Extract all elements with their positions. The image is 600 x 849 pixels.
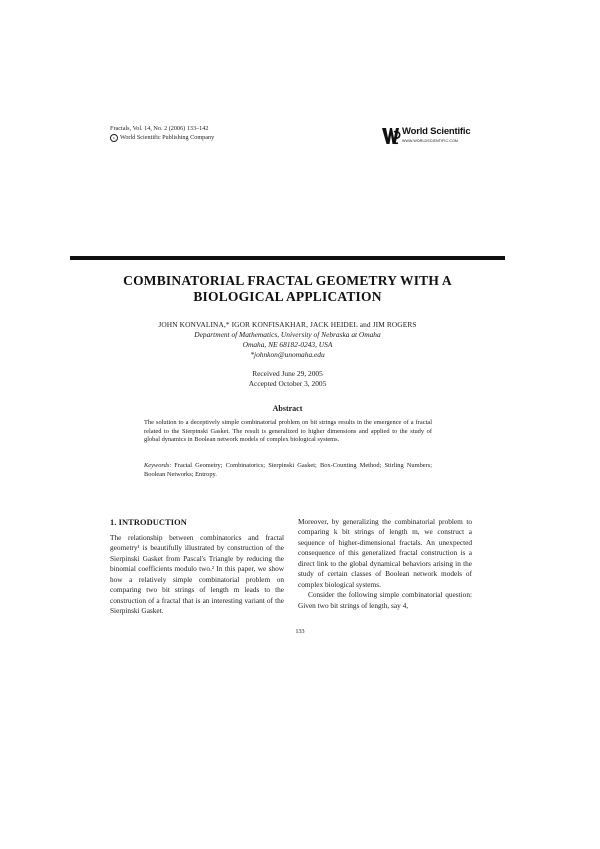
journal-citation: Fractals, Vol. 14, No. 2 (2006) 133–142 <box>110 125 209 132</box>
keywords: Keywords: Fractal Geometry; Combinatorics; Sierpinski Gasket; Box-Counting Method; Stirling Numbers; Boolean Networks; Entropy. <box>144 462 432 478</box>
department: Department of Mathematics, University of Nebraska at Omaha <box>194 330 381 339</box>
accepted-date: Accepted October 3, 2005 <box>248 379 327 388</box>
abstract-text: The solution to a deceptively simple combinatorial problem on bit strings results in the emergence of a fractal related to the Sierpinski Gasket. The result is generalized to higher dimensions and applied to the study of global dynamics in Boolean network models of complex biological systems. <box>144 419 432 444</box>
title-line-1: COMBINATORIAL FRACTAL GEOMETRY WITH A <box>123 273 452 288</box>
title-rule <box>70 256 505 260</box>
intro-paragraph-3: Consider the following simple combinatorial question: Given two bit strings of length, say 4, <box>298 590 472 610</box>
copyright-text: World Scientific Publishing Company <box>120 134 215 141</box>
copyright-line <box>110 133 214 142</box>
intro-left-column: The relationship between combinatorics and fractal geometry¹ is beautifully illustrated by construction of the Sierpinski Gasket from Pascal's Triangle by reducing the binomial coefficients modulo two.² In this paper, we show how a relatively simple combinatorial problem on comparing two bit strings of length m leads to the construction of a fractal that is an interesting variant of the Sierpinski Gasket. <box>110 533 284 616</box>
authors: JOHN KONVALINA,* IGOR KONFISAKHAR, JACK HEIDEL and JIM ROGERS <box>158 320 417 329</box>
paper-title <box>70 273 505 305</box>
location: Omaha, NE 68182-0243, USA <box>242 340 333 349</box>
intro-right-column <box>298 517 472 611</box>
publisher-tagline: WWW.WORLDSCIENTIFIC.COM <box>402 139 459 143</box>
page-number: 133 <box>295 628 305 635</box>
email: *johnkon@unomaha.edu <box>250 350 325 359</box>
publisher-logo <box>380 125 505 151</box>
world-scientific-logo-icon <box>380 125 402 147</box>
abstract-heading: Abstract <box>272 404 303 413</box>
intro-paragraph-2: Moreover, by generalizing the combinatorial problem to comparing k bit strings of length m, we construct a sequence of higher-dimensional fractals. An unexpected consequence of this generalized fractal construction is a direct link to the global dynamical behaviors arising in the study of certain classes of Boolean network models of complex biological systems. <box>298 517 472 589</box>
journal-info <box>110 124 214 142</box>
received-date: Received June 29, 2005 <box>252 369 323 378</box>
title-line-2: BIOLOGICAL APPLICATION <box>193 289 382 304</box>
section-heading: 1. INTRODUCTION <box>110 518 187 527</box>
keywords-list: Fractal Geometry; Combinatorics; Sierpinski Gasket; Box-Counting Method; Stirling Numbers; Boolean Networks; Entropy. <box>144 462 432 478</box>
keywords-label: Keywords <box>144 462 170 469</box>
copyright-icon: c <box>110 134 118 142</box>
publisher-name: World Scientific <box>402 126 471 137</box>
